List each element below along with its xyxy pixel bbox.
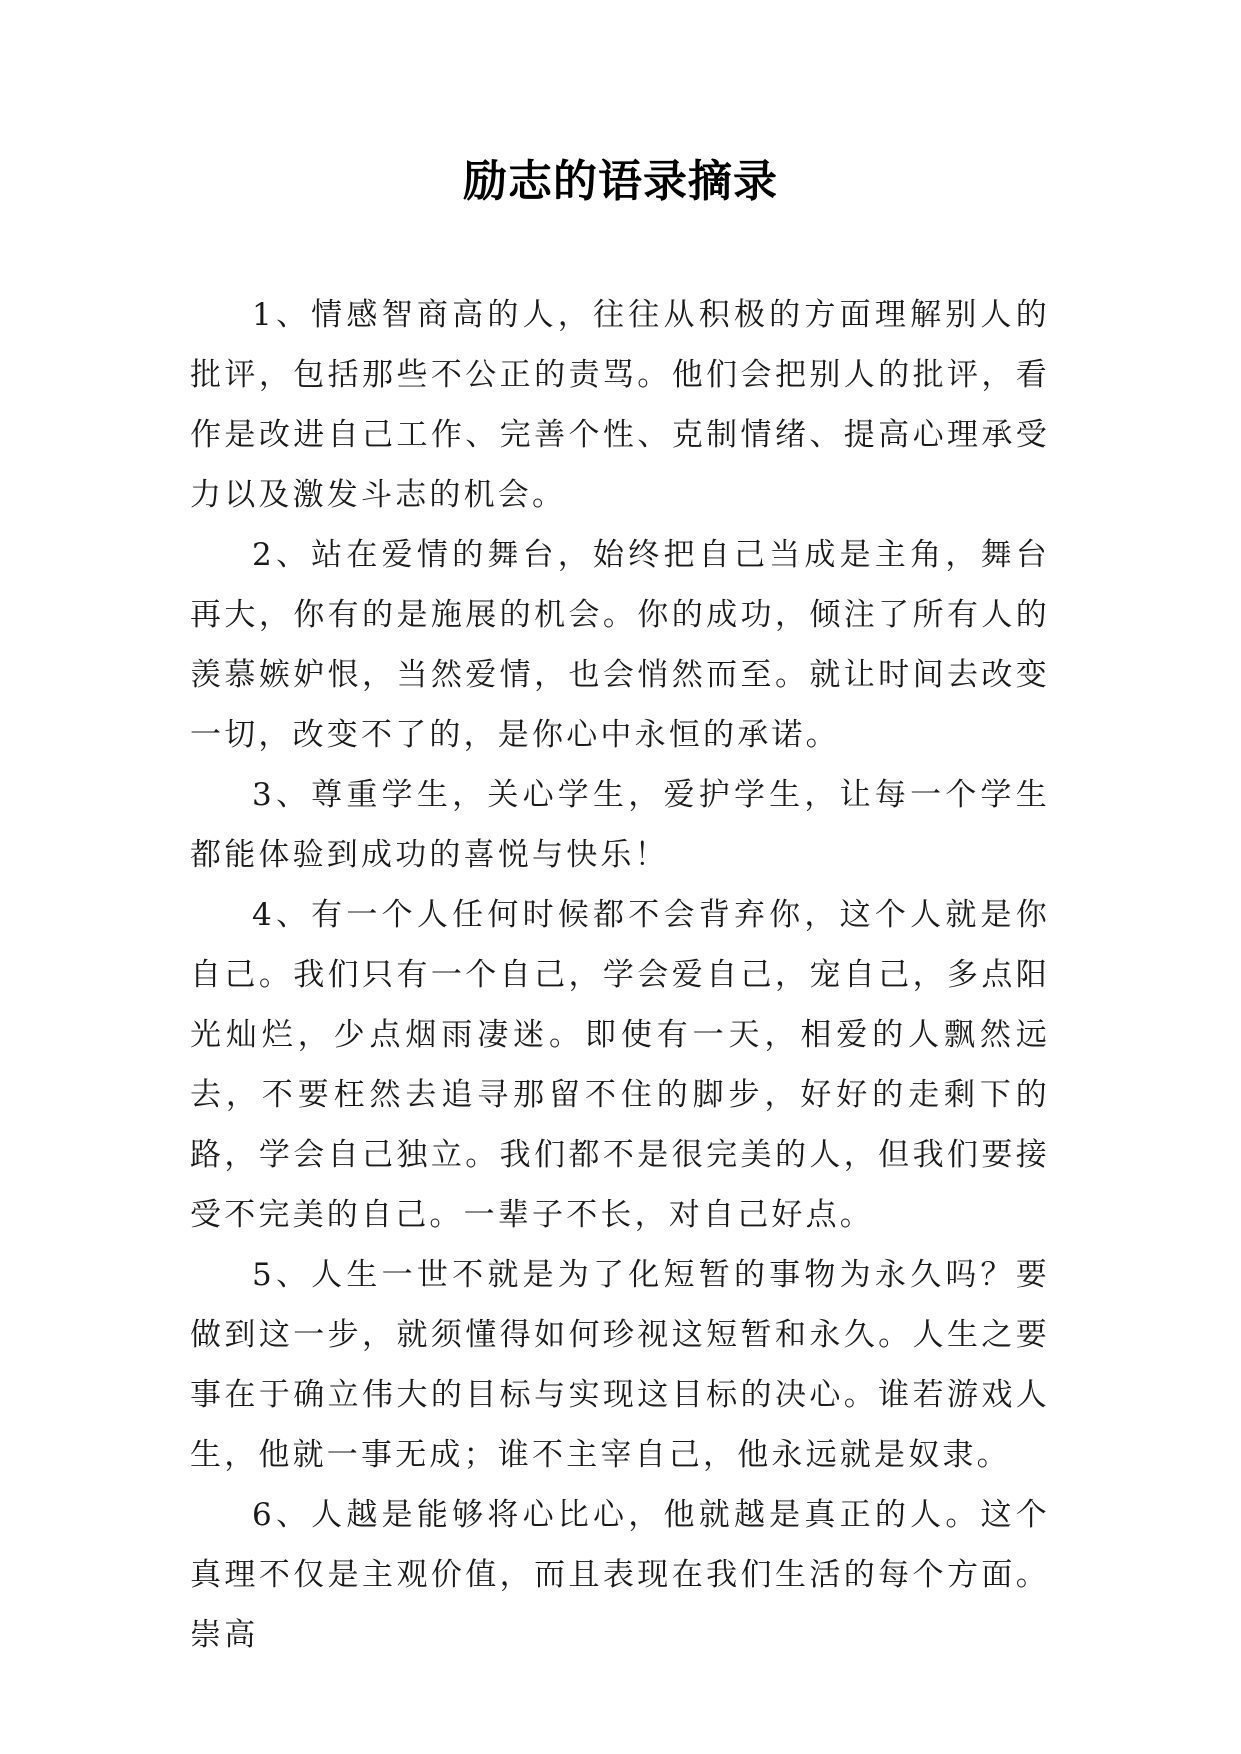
paragraph-1: 1、情感智商高的人，往往从积极的方面理解别人的批评，包括那些不公正的责骂。他们会把别人的批评，看作是改进自己工作、完善个性、克制情绪、提高心理承受力以及激发斗志的机会。	[190, 297, 1050, 513]
paragraph-3: 3、尊重学生，关心学生，爱护学生，让每一个学生都能体验到成功的喜悦与快乐！	[190, 777, 1050, 873]
document-title: 励志的语录摘录	[463, 156, 778, 207]
paragraph-5: 5、人生一世不就是为了化短暂的事物为永久吗？要做到这一步，就须懂得如何珍视这短暂和永久。人生之要事在于确立伟大的目标与实现这目标的决心。谁若游戏人生，他就一事无成；谁不主宰自己，他永远就是奴隶。	[190, 1257, 1050, 1473]
paragraph-4: 4、有一个人任何时候都不会背弃你，这个人就是你自己。我们只有一个自己，学会爱自己，宠自己，多点阳光灿烂，少点烟雨凄迷。即使有一天，相爱的人飘然远去，不要枉然去追寻那留不住的脚步，好好的走剩下的路，学会自己独立。我们都不是很完美的人，但我们要接受不完美的自己。一辈子不长，对自己好点。	[190, 897, 1050, 1233]
paragraph-6: 6、人越是能够将心比心，他就越是真正的人。这个真理不仅是主观价值，而且表现在我们生活的每个方面。崇高	[190, 1497, 1050, 1653]
paragraph-2: 2、站在爱情的舞台，始终把自己当成是主角，舞台再大，你有的是施展的机会。你的成功，倾注了所有人的羡慕嫉妒恨，当然爱情，也会悄然而至。就让时间去改变一切，改变不了的，是你心中永恒的承诺。	[190, 537, 1050, 753]
document-body	[190, 285, 1050, 1665]
